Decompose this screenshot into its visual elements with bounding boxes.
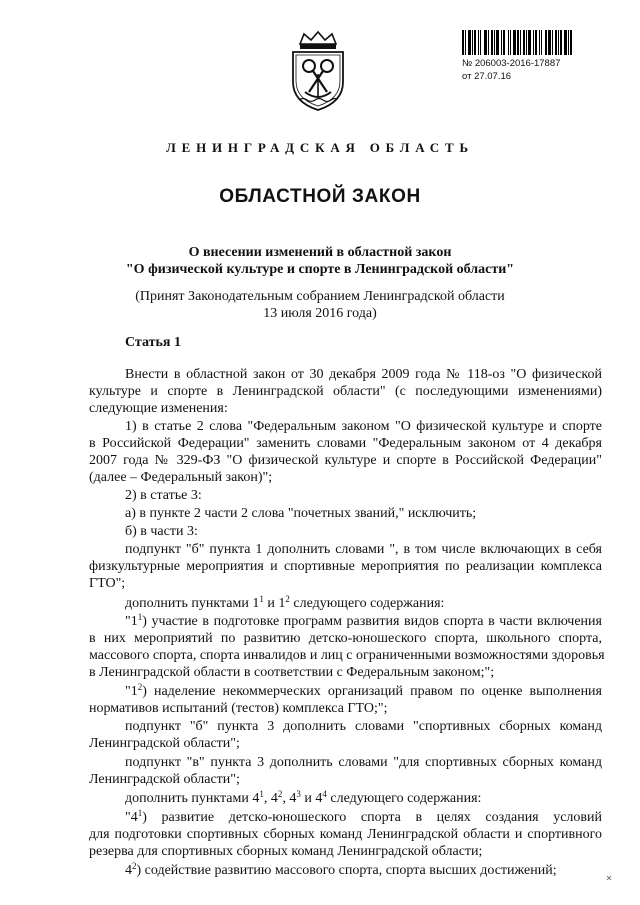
adoption-note-line-1: (Принят Законодательным собранием Ленинградской области [135, 289, 505, 304]
item-1-line: в Российской Федерации" заменить словами "Федеральным законом от 4 декабря [89, 436, 602, 451]
text-fragment: ) содействие развитию массового спорта, спорта высших достижений; [136, 863, 557, 878]
coat-of-arms-emblem [287, 30, 349, 112]
superscript: 2 [137, 682, 143, 692]
intro-line: Внести в областной закон от 30 декабря 2009 года № 118-оз "О физической [125, 367, 602, 382]
superscript: 1 [259, 789, 264, 799]
text-fragment: "4 [125, 810, 138, 825]
law-title-line-1: О внесении изменений в областной закон [188, 245, 452, 260]
document-type-heading: ОБЛАСТНОЙ ЗАКОН [219, 186, 421, 207]
point-4-1-line: резерва для спортивных сборных команд Ленинградской области; [89, 844, 483, 859]
item-1-line: 2007 года № 329-ФЗ "О физической культуре и спорте в Российской Федерации" [89, 453, 602, 468]
subitem-3b-line: подпункт "б" пункта 3 дополнить словами "спортивных сборных команд [125, 719, 602, 734]
superscript: 1 [137, 612, 143, 622]
text-fragment: ) участие в подготовке программ развития видов спорта в части включения [142, 614, 602, 629]
text-fragment: ) наделение некоммерческих организаций правом по оценке выполнения [142, 684, 602, 699]
text-fragment: и 4 [300, 791, 323, 806]
superscript: 4 [322, 789, 327, 799]
subitem-3v-line: Ленинградской области"; [89, 772, 240, 787]
subitem-b-line: подпункт "б" пункта 1 дополнить словами ", в том числе включающих в себя [125, 542, 602, 557]
add-items-4-line [125, 790, 481, 807]
text-fragment: дополнить пунктами 1 [125, 596, 260, 611]
item-2-line: 2) в статье 3: [125, 488, 202, 503]
subitem-3v-line: подпункт "в" пункта 3 дополнить словами "для спортивных сборных команд [125, 755, 602, 770]
text-fragment: следующего содержания: [289, 596, 445, 611]
item-1-line: (далее – Федеральный закон)"; [89, 470, 273, 485]
text-fragment: "1 [125, 614, 138, 629]
law-title-line-2: "О физической культуре и спорте в Ленинградской области" [125, 262, 515, 277]
subitem-3b-line: Ленинградской области"; [89, 736, 240, 751]
text-fragment: ) развитие детско-юношеского спорта в целях создания условий [142, 810, 602, 825]
article-heading: Статья 1 [125, 335, 181, 350]
text-fragment: и 1 [263, 596, 286, 611]
point-1-1-line [125, 613, 602, 630]
add-items-1-line [125, 595, 444, 612]
point-1-1-line: массового спорта, спорта инвалидов и лиц с ограниченными возможностями здоровья [89, 648, 605, 663]
text-fragment: 4 [125, 863, 132, 878]
superscript: 2 [277, 789, 283, 799]
text-fragment: , 4 [282, 791, 297, 806]
superscript: 2 [285, 594, 290, 604]
registration-date: от 27.07.16 [462, 71, 512, 82]
superscript: 1 [137, 808, 143, 818]
superscript: 1 [259, 594, 264, 604]
text-fragment: "1 [125, 684, 138, 699]
item-1-line: 1) в статье 2 слова "Федеральным законом "О физической культуре и спорте [125, 419, 602, 434]
item-2b-line: б) в части 3: [125, 524, 198, 539]
intro-line: следующие изменения: [89, 401, 228, 416]
intro-line: культуре и спорте в Ленинградской области" (с последующими изменениями) [89, 384, 602, 399]
point-1-1-line: в них мероприятий по развитию детско-юношеского спорта, школьного спорта, [89, 631, 602, 646]
point-4-1-line: для подготовки спортивных сборных команд Ленинградской области и спортивного [89, 827, 602, 842]
text-fragment: следующего содержания: [326, 791, 482, 806]
adoption-note-line-2: 13 июля 2016 года) [263, 306, 377, 321]
point-4-2-line [125, 862, 557, 879]
text-fragment: , 4 [263, 791, 278, 806]
registration-barcode [462, 30, 610, 55]
superscript: 3 [296, 789, 301, 799]
scan-mark [606, 868, 612, 874]
point-4-1-line [125, 809, 602, 826]
region-heading: ЛЕНИНГРАДСКАЯ ОБЛАСТЬ [166, 140, 474, 155]
point-1-2-line [125, 683, 602, 700]
text-fragment: дополнить пунктами 4 [125, 791, 260, 806]
point-1-1-line: в Ленинградской области в соответствии с Федеральным законом;"; [89, 665, 495, 680]
subitem-b-line: физкультурные мероприятия и спортивные мероприятия по реализации комплекса [89, 559, 602, 574]
registration-number: № 206003-2016-17887 [462, 58, 561, 69]
superscript: 2 [132, 861, 137, 871]
subitem-b-line: ГТО"; [89, 576, 126, 591]
point-1-2-line: нормативов испытаний (тестов) комплекса ГТО;"; [89, 701, 388, 716]
item-2a-line: а) в пункте 2 части 2 слова "почетных званий," исключить; [125, 506, 477, 521]
